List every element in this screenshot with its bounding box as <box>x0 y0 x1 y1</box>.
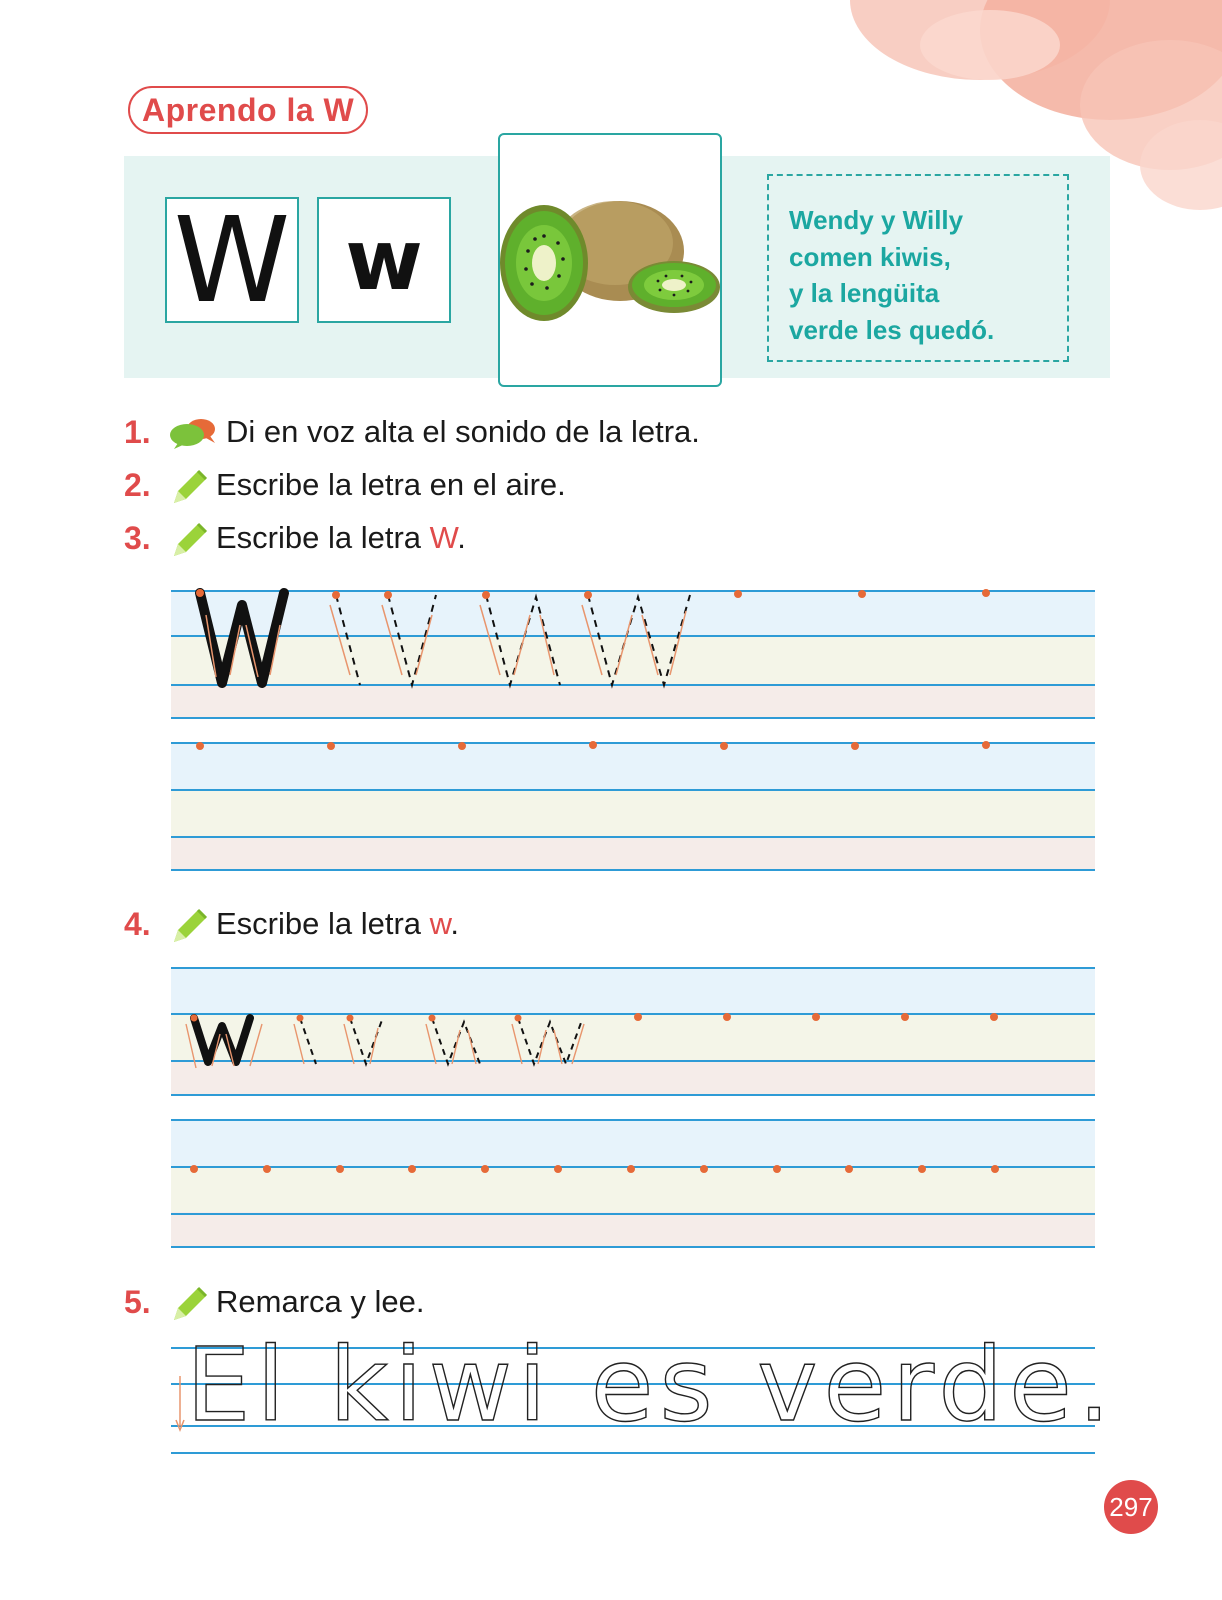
instruction-text-main: Escribe la letra <box>216 906 430 941</box>
rhyme-box <box>767 174 1069 362</box>
pencil-icon <box>170 520 210 560</box>
rhyme-line: Wendy y Willy <box>789 205 964 235</box>
kiwi-illustration <box>500 135 720 385</box>
pencil-icon <box>170 1284 210 1324</box>
instruction-number: 3. <box>124 520 151 556</box>
instruction-suffix: . <box>450 906 459 941</box>
instruction-text <box>216 902 459 946</box>
kiwi-image-card <box>498 133 722 387</box>
highlight-letter: w <box>429 906 451 941</box>
instruction-text: Remarca y lee. <box>216 1284 425 1319</box>
tracing-sentence: El kiwi es verde. <box>186 1326 1117 1445</box>
uppercase-letter: W <box>173 191 291 329</box>
tracing-start-arrow <box>174 1374 186 1434</box>
page-title: Aprendo la W <box>128 86 368 134</box>
instruction-number: 1. <box>124 414 151 450</box>
highlight-letter: W <box>429 520 458 555</box>
uppercase-w-tracing <box>180 585 740 695</box>
pencil-icon <box>170 906 210 946</box>
instruction-text <box>216 516 466 560</box>
instruction-number: 2. <box>124 467 151 503</box>
uppercase-letter-card <box>165 191 299 329</box>
rhyme-line: y la lengüita <box>789 278 940 308</box>
pencil-icon <box>170 467 210 507</box>
rhyme-line: comen kiwis, <box>789 241 951 272</box>
lowercase-w-tracing <box>180 1008 620 1078</box>
instruction-text: Escribe la letra en el aire. <box>216 467 566 502</box>
instruction-text: Di en voz alta el sonido de la letra. <box>226 414 700 449</box>
lowercase-letter-card <box>317 197 451 323</box>
instruction-number: 4. <box>124 906 151 942</box>
instruction-text-main: Escribe la letra <box>216 520 430 555</box>
page-number: 297 <box>1104 1480 1158 1534</box>
rhyme-line: verde les quedó. <box>789 314 995 345</box>
instruction-number: 5. <box>124 1284 151 1320</box>
instruction-suffix: . <box>457 520 466 555</box>
lowercase-letter: w <box>345 211 423 309</box>
speech-bubbles-icon <box>168 416 220 450</box>
